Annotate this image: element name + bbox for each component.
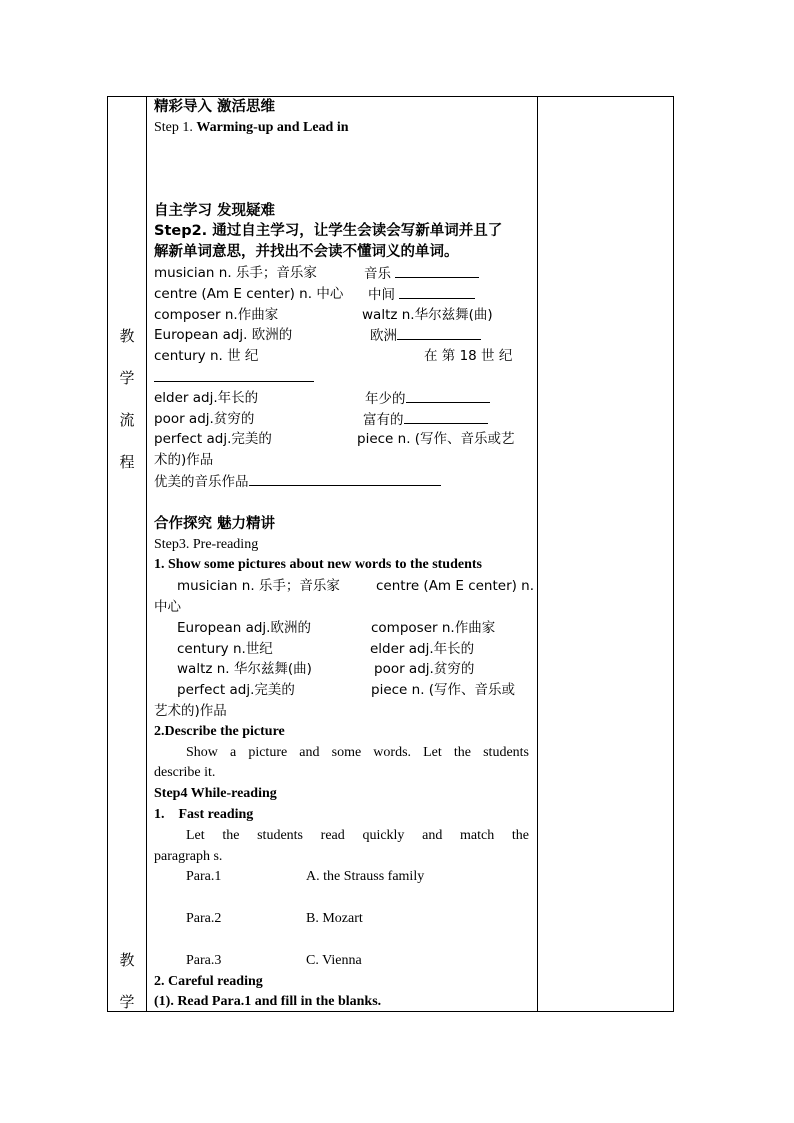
vocab-row: perfect adj.完美的 piece n. (写作、音乐或艺: [154, 431, 515, 448]
vocab-row: composer n.作曲家 waltz n.华尔兹舞(曲): [154, 306, 493, 323]
word-row: musician n. 乐手；音乐家 centre (Am E center) n.: [177, 578, 535, 595]
vocab-row: centre (Am E center) n. 中心 中间: [154, 284, 529, 305]
vocab-row: musician n. 乐手；音乐家 音乐: [154, 263, 529, 284]
word-row: European adj.欧洲的 composer n.作曲家: [177, 619, 496, 636]
careful-reading-title: 2. Careful reading: [154, 973, 263, 989]
fast-reading-title: 1. Fast reading: [154, 806, 254, 822]
column-divider-left: [146, 97, 147, 1011]
step-2-line: 解新单词意思，并找出不会读不懂词义的单词。: [154, 244, 459, 261]
step-2-line: Step2. 通过自主学习，让学生会读会写新单词并且了: [154, 223, 503, 240]
answer-blank[interactable]: [397, 325, 481, 340]
column-divider-right: [537, 97, 538, 1011]
side-label-char: 教: [119, 327, 135, 345]
fast-reading-text: paragraph s.: [154, 848, 223, 864]
match-row: Para.3 C. Vienna: [186, 952, 362, 968]
vocab-row: 优美的音乐作品: [154, 471, 529, 492]
answer-blank[interactable]: [249, 471, 441, 486]
word-row: waltz n. 华尔兹舞(曲) poor adj.贫穷的: [177, 661, 475, 678]
side-label-char: 程: [119, 453, 135, 471]
side-label-char: 流: [119, 411, 135, 429]
item-2-text: Show a picture and some words. Let the students: [186, 744, 529, 760]
section-heading: 精彩导入 激活思维: [154, 99, 276, 115]
section-heading: 合作探究 魅力精讲: [154, 515, 276, 532]
match-row: Para.2 B. Mozart: [186, 911, 363, 927]
vocab-row: [154, 367, 529, 388]
word-row: perfect adj.完美的 piece n. (写作、音乐或: [177, 682, 516, 699]
item-1-title: 1. Show some pictures about new words to the students: [154, 557, 482, 573]
step-1: Step 1. Warming-up and Lead in: [154, 119, 349, 135]
side-label-char: 学: [119, 369, 135, 387]
word-row: century n.世纪 elder adj.年长的: [177, 640, 475, 657]
item-2-title: 2.Describe the picture: [154, 723, 285, 739]
side-label-char: 教: [119, 951, 135, 969]
vocab-row: poor adj.贫穷的 富有的: [154, 409, 529, 430]
vocab-continuation: 术的)作品: [154, 452, 214, 469]
answer-blank[interactable]: [404, 409, 488, 424]
answer-blank[interactable]: [399, 284, 475, 299]
answer-blank[interactable]: [406, 388, 490, 403]
word-row: 中心: [154, 598, 181, 615]
step-3: Step3. Pre-reading: [154, 536, 259, 552]
item-2-text: describe it.: [154, 765, 216, 781]
step-4: Step4 While-reading: [154, 786, 277, 802]
vocab-row: century n. 世 纪 在 第 18 世 纪: [154, 348, 513, 365]
answer-blank[interactable]: [395, 263, 479, 278]
section-heading: 自主学习 发现疑难: [154, 202, 276, 219]
answer-blank[interactable]: [154, 367, 314, 382]
match-row: Para.1 A. the Strauss family: [186, 869, 425, 885]
fast-reading-text: Let the students read quickly and match the: [186, 827, 529, 843]
side-label-char: 学: [119, 993, 135, 1011]
word-row: 艺术的)作品: [154, 702, 227, 719]
vocab-row: European adj. 欧洲的 欧洲: [154, 325, 529, 346]
lesson-content: [154, 97, 535, 1013]
careful-reading-task: (1). Read Para.1 and fill in the blanks.: [154, 994, 382, 1010]
vocab-row: elder adj.年长的 年少的: [154, 388, 529, 409]
